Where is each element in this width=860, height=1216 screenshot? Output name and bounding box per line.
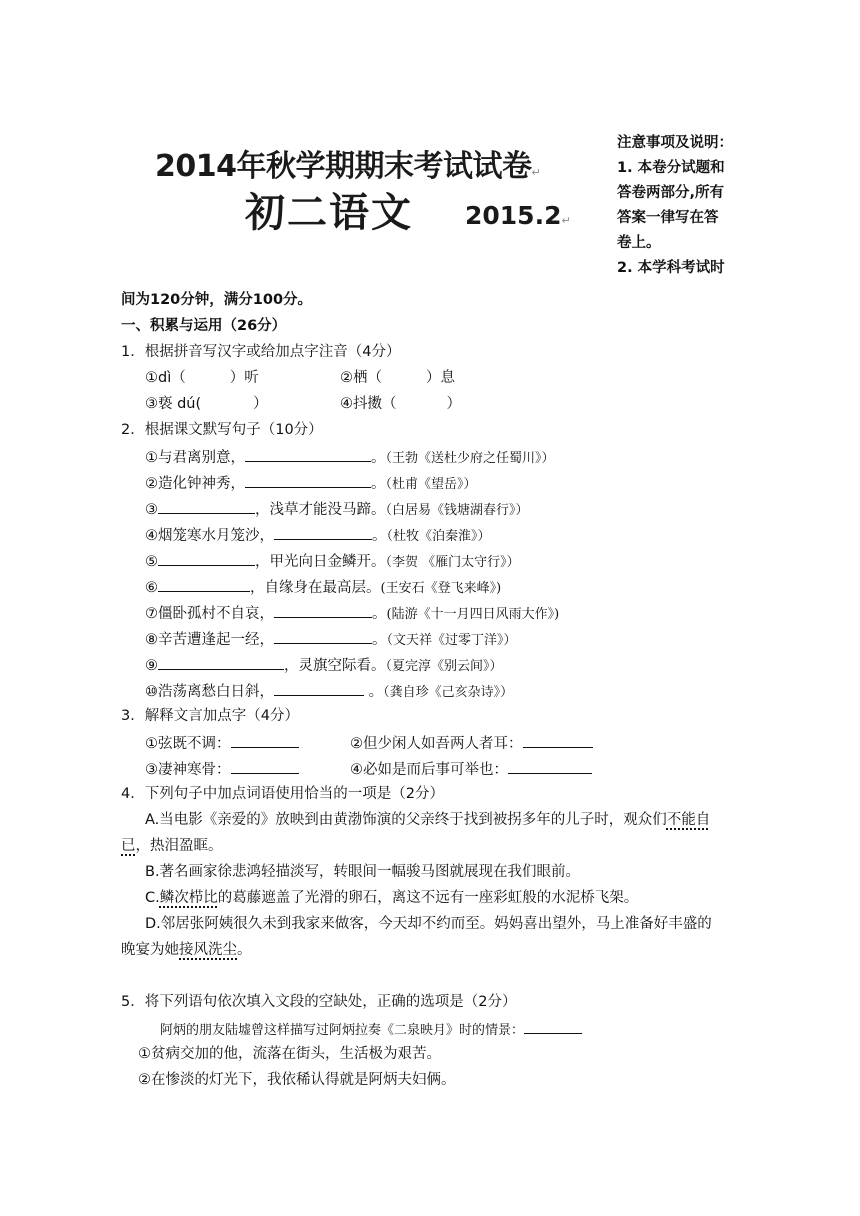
subject-title: 初二语文 xyxy=(245,190,413,236)
q2-line: ③ ，浅草才能没马蹄。（白居易《钱塘湖春行》） xyxy=(145,498,529,521)
q1-item: ④抖擞（ ） xyxy=(340,396,461,412)
answer-blank[interactable] xyxy=(231,732,299,748)
q1-item: ①dì（ ）听 xyxy=(145,370,259,386)
answer-blank[interactable] xyxy=(231,758,299,774)
notice-line: 2. 本学科考试时 xyxy=(617,260,725,276)
q5-option: ①贫病交加的他，流落在街头，生活极为艰苦。 xyxy=(138,1046,441,1062)
answer-blank[interactable] xyxy=(245,472,371,488)
q1-stem: 1．根据拼音写汉字或给加点字注音（4分） xyxy=(121,344,401,360)
answer-blank[interactable] xyxy=(524,1018,582,1034)
q2-line: ⑩浩荡离愁白日斜， 。（龚自珍《己亥杂诗》） xyxy=(145,680,513,703)
answer-blank[interactable] xyxy=(158,654,284,670)
q4-option-d: D.邻居张阿姨很久未到我家来做客，今天却不约而至。妈妈喜出望外，马上准备好丰盛的 xyxy=(145,916,712,932)
notice-continuation: 间为120分钟，满分100分。 xyxy=(121,292,313,308)
q4-option-a-cont: 已，热泪盈眶。 xyxy=(121,838,223,854)
q2-line: ⑧辛苦遭逢起一经， 。（文天祥《过零丁洋》） xyxy=(145,628,517,651)
q2-stem: 2．根据课文默写句子（10分） xyxy=(121,422,323,438)
q3-item: ③凄神寒骨： xyxy=(145,758,299,780)
q3-stem: 3．解释文言加点字（4分） xyxy=(121,708,299,724)
q3-item: ①弦既不调： xyxy=(145,732,299,754)
q4-option-d-cont: 晚宴为她接风洗尘。 xyxy=(121,942,252,958)
q4-option-c: C.鳞次栉比的葛藤遮盖了光滑的卵石，离这不远有一座彩虹般的水泥桥飞架。 xyxy=(145,890,639,906)
q4-option-b: B.著名画家徐悲鸿轻描淡写，转眼间一幅骏马图就展现在我们眼前。 xyxy=(145,864,581,880)
q2-line: ④烟笼寒水月笼沙， 。（杜牧《泊秦淮》） xyxy=(145,524,491,547)
q3-item: ④必如是而后事可举也： xyxy=(350,758,592,780)
q4-stem: 4．下列句子中加点词语使用恰当的一项是（2分） xyxy=(121,786,444,802)
answer-blank[interactable] xyxy=(274,628,372,644)
q2-line: ⑦僵卧孤村不自哀， 。(陆游《十一月四日风雨大作》) xyxy=(145,602,559,625)
answer-blank[interactable] xyxy=(274,602,372,618)
q2-line: ⑨ ，灵旗空际看。（夏完淳《别云间》） xyxy=(145,654,503,677)
notice-line: 卷上。 xyxy=(617,235,661,251)
q1-item: ③亵 dú( ） xyxy=(145,396,268,412)
answer-blank[interactable] xyxy=(158,498,255,514)
q4-option-a: A.当电影《亲爱的》放映到由黄渤饰演的父亲终于找到被拐多年的儿子时，观众们不能自 xyxy=(145,812,711,828)
notice-line: 1. 本卷分试题和 xyxy=(617,160,725,176)
q2-line: ②造化钟神秀， 。（杜甫《望岳》） xyxy=(145,472,477,495)
exam-title: 2014年秋学期期末考试试卷↵ xyxy=(155,149,541,184)
q5-intro: 阿炳的朋友陆墟曾这样描写过阿炳拉奏《二泉映月》时的情景： xyxy=(160,1018,582,1041)
q1-item: ②栖（ ）息 xyxy=(340,370,455,386)
q2-line: ⑤ ，甲光向日金鳞开。（李贺 《雁门太守行》） xyxy=(145,550,520,573)
answer-blank[interactable] xyxy=(523,732,593,748)
notice-heading: 注意事项及说明： xyxy=(617,135,733,151)
notice-line: 答案一律写在答 xyxy=(617,210,719,226)
notice-box xyxy=(617,133,737,283)
exam-date: 2015.2↵ xyxy=(465,201,571,230)
answer-blank[interactable] xyxy=(508,758,592,774)
q3-item: ②但少闲人如吾两人者耳： xyxy=(350,732,593,754)
answer-blank[interactable] xyxy=(274,524,372,540)
answer-blank[interactable] xyxy=(274,680,364,696)
q2-line: ⑥ ，自缘身在最高层。(王安石《登飞来峰》) xyxy=(145,576,501,599)
notice-line: 答卷两部分,所有 xyxy=(617,185,725,201)
answer-blank[interactable] xyxy=(245,446,371,462)
q5-option: ②在惨淡的灯光下，我依稀认得就是阿炳夫妇俩。 xyxy=(138,1072,456,1088)
section-heading: 一、积累与运用（26分） xyxy=(121,318,287,334)
q5-stem: 5．将下列语句依次填入文段的空缺处，正确的选项是（2分） xyxy=(121,994,517,1010)
answer-blank[interactable] xyxy=(158,576,250,592)
q2-line: ①与君离别意， 。（王勃《送杜少府之任蜀川》） xyxy=(145,446,555,469)
answer-blank[interactable] xyxy=(158,550,255,566)
